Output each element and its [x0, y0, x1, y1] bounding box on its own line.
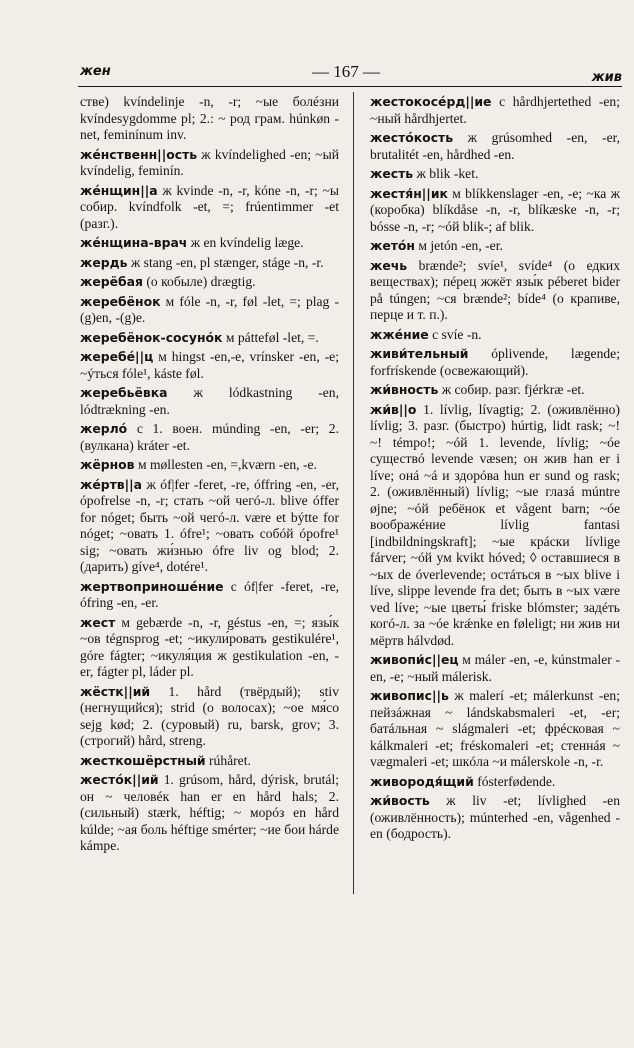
- entry-headword: жеребёнок-сосунóк: [80, 329, 223, 345]
- entry-headword: жёрнов: [80, 457, 135, 472]
- entry-definition: ж собир. разг. fjérkræ -et.: [441, 382, 585, 397]
- entry-headword: жестя́н||ик: [370, 185, 448, 201]
- dictionary-entry: [370, 793, 620, 843]
- entry-definition: fósterfødende.: [477, 773, 556, 789]
- entry-definition: ж óf|fer -feret, -re, óffring -en, -er, ópofrelse -n, -r; стать ~ой чегó-л. blive óffer for nóget; быть ~ой чегó-л. være et býtte for nóget; ~овать 1. ófre¹; ~овать собóй ópofre¹ sig; ~овать жи́знью ófre liv og blod; 2. (дарить) gíve⁴, dotére¹.: [80, 476, 339, 574]
- entry-headword: живопи́с||ец: [370, 652, 459, 667]
- entry-definition: ж kvinde -n, -r, kóne -n, -r; ~ы собир. kvíndfolk -et, =; frúentimmer -et (разг.).: [80, 182, 339, 231]
- dictionary-entry: [80, 385, 339, 418]
- entry-definition: ж lódkastning -en, lódtrækning -en.: [80, 385, 339, 417]
- dictionary-entry: [80, 94, 339, 144]
- entry-definition: м møllesten -en, =,kværn -en, -e.: [137, 457, 317, 472]
- entry-definition: м jetón -en, -er.: [418, 238, 503, 253]
- dictionary-entry: [80, 255, 339, 272]
- guide-word-right: жив: [591, 70, 622, 85]
- entry-headword: жесть: [370, 166, 414, 181]
- entry-headword: живопис||ь: [370, 688, 449, 703]
- entry-headword: жеребёнок: [80, 293, 161, 309]
- page-number: — 167 —: [312, 62, 380, 81]
- entry-definition: 1. hård (твёрдый); stiv (негнущийся); strid (о волосах); ~ое мя́со sejg kød; 2. (суровый) ru, barsk, grov; 3. (строгий) hård, streng.: [80, 683, 339, 748]
- entry-definition: 1. grúsom, hård, dýrisk, brutál; он ~ человéк han er en hård hals; 2. (сильный) stærk, héftig; ~ морóз en hård kúlde; ~ая боль héftige smérter; ~ие бои hárde kámpe.: [80, 772, 339, 853]
- entry-headword: живи́тельный: [370, 346, 469, 361]
- dictionary-entry: [80, 684, 339, 750]
- entry-definition: с hårdhjertethed -en; ~ный hårdhjertet.: [370, 94, 620, 126]
- entry-definition: ж liv -et; lívlighed -en (оживлённость); múnterhed -en, vågenhed -en (бодрость).: [370, 793, 620, 841]
- dictionary-entry: [370, 652, 620, 685]
- entry-headword: жест: [80, 614, 116, 630]
- dictionary-entry: [80, 615, 339, 681]
- entry-headword: жжéние: [370, 326, 429, 342]
- page-header: [80, 62, 622, 84]
- entry-definition: м hingst -en,-e, vrínsker -en, -e; ~ýться fóle¹, káste føl.: [80, 349, 339, 381]
- entry-definition: (о кобыле) drægtig.: [146, 274, 256, 289]
- dictionary-entry: [80, 753, 339, 770]
- entry-definition: м gebærde -n, -r, géstus -en, =; язы́к ~ов tégnsprog -et; ~икули́ровать gestikulére¹, góre fágter; ~икуля́ция ж gestikulation -en, -er, fágter pl, láder pl.: [80, 614, 339, 679]
- entry-definition: brænde²; svíe¹, svíde⁴ (о едких веществах); пéрец жжёт язы́к péberet bider på túngen; ~ся brænde²; bíde⁴ (о крапиве, перце и т. п.).: [370, 257, 620, 322]
- dictionary-entry: [80, 183, 339, 233]
- dictionary-entry: [80, 235, 339, 252]
- entry-definition: ж malerí -et; málerkunst -en; пейзáжная ~ lándskabsmaleri -et, -er; батáльная ~ slágmaleri -et; фрéсковая ~ kálkmaleri -et; fréskomaleri -et; стеннáя ~ vægmaleri -et; шкóла ~и málerskole -n, -r.: [370, 688, 620, 769]
- entry-headword: жечь: [370, 257, 408, 273]
- dictionary-entry: [370, 166, 620, 183]
- entry-headword: жéнственн||ость: [80, 146, 198, 162]
- entry-headword: жи́вность: [370, 382, 439, 397]
- entry-headword: жеребé||ц: [80, 349, 154, 364]
- entry-definition: м fóle -n, -r, føl -let, =; plag -(g)en, -(g)e.: [80, 293, 339, 325]
- entry-headword: жерлó: [80, 421, 128, 436]
- entry-definition: ж en kvíndelig læge.: [190, 235, 304, 250]
- entry-headword: жéнщина-врач: [80, 235, 188, 250]
- entry-definition: с svíe -n.: [432, 326, 482, 342]
- entry-headword: жестокосéрд||ие: [370, 94, 492, 109]
- dictionary-entry: [80, 421, 339, 454]
- entry-headword: жердь: [80, 254, 128, 270]
- header-rule: [78, 86, 622, 87]
- entry-headword: жестóк||ий: [80, 772, 159, 787]
- entry-headword: жестóкость: [370, 130, 454, 145]
- dictionary-entry: [80, 772, 339, 855]
- dictionary-entry: [80, 274, 339, 291]
- entry-definition: rúhåret.: [209, 752, 251, 768]
- entry-definition: м máler -en, -e, kúnstmaler -en, -e; ~ный málerisk.: [370, 652, 620, 684]
- right-column: [370, 94, 620, 846]
- entry-headword: жетóн: [370, 238, 415, 253]
- entry-headword: жеребьёвка: [80, 385, 168, 400]
- entry-headword: жéнщин||а: [80, 182, 158, 198]
- dictionary-entry: [370, 327, 620, 344]
- dictionary-entry: [80, 477, 339, 576]
- dictionary-entry: [370, 238, 620, 255]
- entry-definition: стве) kvíndelinje -n, -r; ~ые болéзни kvíndesygdomme pl; 2.: ~ род грам. húnkøn -net, feminínum inv.: [80, 94, 339, 142]
- entry-definition: ж kvíndelighed -en; ~ый kvíndelig, feminín.: [80, 146, 339, 178]
- dictionary-entry: [370, 346, 620, 379]
- dictionary-entry: [80, 294, 339, 327]
- entry-headword: жёстк||ий: [80, 683, 151, 699]
- entry-definition: с 1. воен. múnding -en, -er; 2. (вулкана) kráter -et.: [80, 421, 340, 453]
- dictionary-entry: [370, 258, 620, 324]
- dictionary-entry: [80, 147, 339, 180]
- dictionary-entry: [370, 402, 620, 650]
- dictionary-entry: [370, 688, 620, 771]
- entry-headword: жертвоприношéние: [80, 578, 224, 594]
- dictionary-entry: [370, 94, 620, 127]
- entry-definition: ж grúsomhed -en, -er, brutalitét -en, hårdhed -en.: [370, 130, 620, 162]
- column-divider: [353, 92, 354, 894]
- entry-definition: 1. lívlig, lívagtig; 2. (оживлённо) lívlig; 3. разг. (быстро) húrtig, lidt rask; ~! ~! témpo!; ~óй 1. levende, lívlig; ~óе существó levende væsen; он жив han er i líve; онá ~á и здорóва hun er sund og rask; 2. (оживлённый) lívlig; ~ые глазá múntre øjne; ~óй ребёнок et vågent barn; ~óе воображéние lívlig fantasi [indbildningskraft]; ~ые крáски lívlige fárver; ~óй ум kvikt hóved; ◊ оставшиеся в ~ых de óverlevende; остáться в ~ых blive i líve, slippe levende fra det; быть в ~ых være ved líve; ~ые цветы́ friske blómster; задéть когó-л. за ~óе krǽnke en føleligt; ни жив ни мёртв hálvdød.: [370, 401, 620, 648]
- dictionary-entry: [80, 457, 339, 474]
- entry-headword: жи́вость: [370, 793, 430, 808]
- left-column: [80, 94, 339, 858]
- dictionary-entry: [80, 579, 339, 612]
- entry-headword: жесткошёрстный: [80, 752, 206, 768]
- entry-definition: м blíkkenslager -en, -e; ~ка ж (коробка) blíkdåse -n, -r, blíkæske -n, -r; bósse -n, -r; ~óй blik-; af blik.: [370, 185, 620, 234]
- dictionary-entry: [80, 349, 339, 382]
- entry-definition: м pátteføl -let, =.: [225, 329, 319, 345]
- dictionary-entry: [370, 774, 620, 791]
- entry-headword: жи́в||о: [370, 401, 417, 417]
- entry-definition: ж blik -ket.: [416, 166, 479, 181]
- entry-headword: жерёбая: [80, 274, 143, 289]
- dictionary-entry: [370, 130, 620, 163]
- entry-definition: с óf|fer -feret, -re, ófring -en, -er.: [80, 578, 339, 610]
- entry-definition: óplivende, lægende; forfrískende (освежающий).: [370, 346, 620, 378]
- entry-definition: ж stang -en, pl stænger, stáge -n, -r.: [130, 254, 324, 270]
- dictionary-entry: [370, 186, 620, 236]
- entry-headword: жéртв||а: [80, 476, 143, 492]
- entry-headword: живородя́щий: [370, 773, 474, 789]
- dictionary-entry: [80, 330, 339, 347]
- guide-word-left: жен: [80, 64, 111, 79]
- dictionary-entry: [370, 382, 620, 399]
